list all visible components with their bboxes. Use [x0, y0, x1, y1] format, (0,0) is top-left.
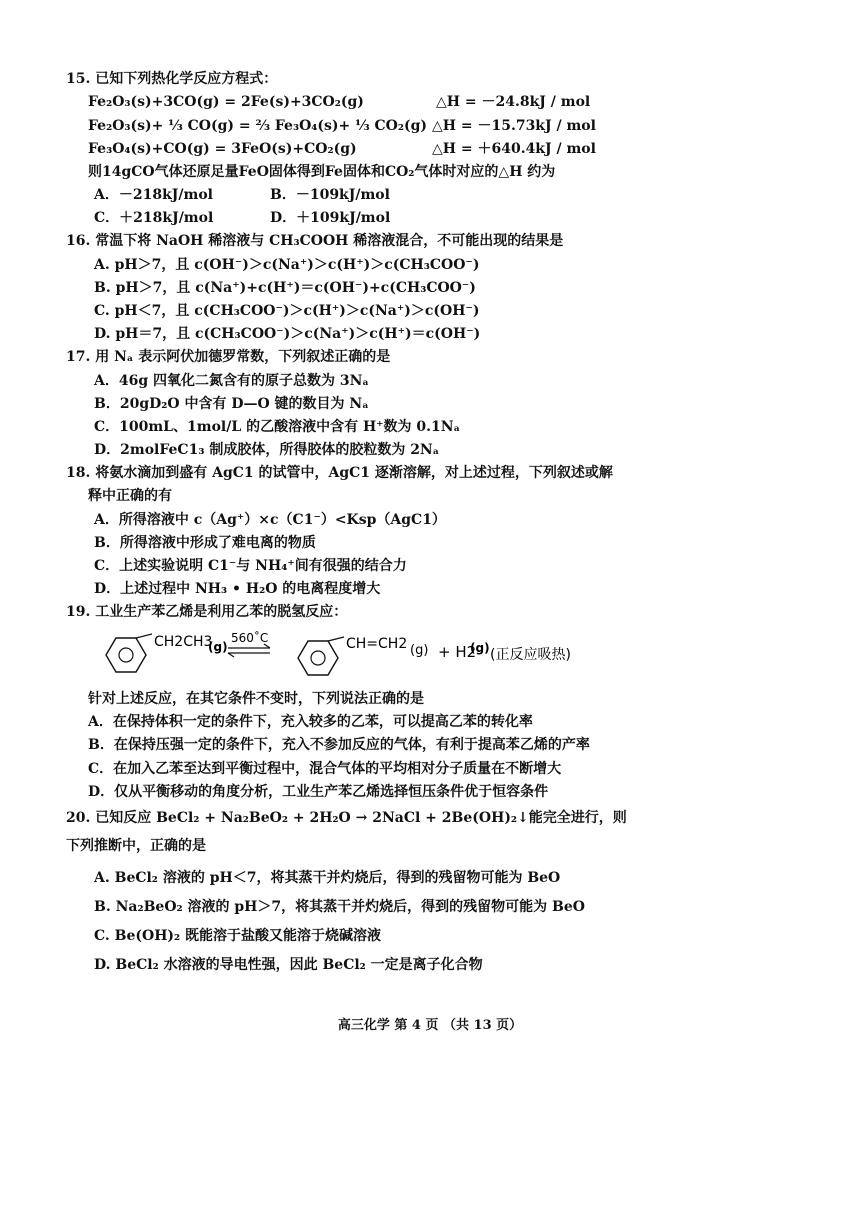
q19-option-a: A．在保持体积一定的条件下，充入较多的乙苯，可以提高乙苯的转化率 — [88, 714, 533, 730]
q15-dh1: △H = －24.8kJ / mol — [436, 94, 591, 110]
q19-option-d: D．仅从平衡移动的角度分析，工业生产苯乙烯选择恒压条件优于恒容条件 — [88, 784, 549, 800]
q18-option-b: B．所得溶液中形成了难电离的物质 — [94, 535, 316, 551]
q15-option-a: A．－218kJ/mol — [94, 187, 213, 203]
q20-title-cont: 下列推断中，正确的是 — [66, 838, 206, 854]
benzene-ring-left — [106, 638, 146, 672]
q19-note: (正反应吸热) — [490, 647, 571, 663]
q16-option-c: C. pH＜7，且 c(CH₃COO⁻)＞c(H⁺)＞c(Na⁺)＞c(OH⁻) — [94, 303, 480, 319]
q19-h2: + H2 — [438, 643, 477, 661]
q19-h2-phase: (g) — [470, 641, 490, 655]
q16-option-d: D. pH＝7，且 c(CH₃COO⁻)＞c(Na⁺)＞c(H⁺)＝c(OH⁻) — [94, 326, 481, 342]
q19-right-phase: (g) — [410, 643, 429, 658]
q19-left-group: CH2CH3 — [154, 634, 213, 650]
q20-option-d: D. BeCl₂ 水溶液的导电性强，因此 BeCl₂ 一定是离子化合物 — [94, 957, 483, 973]
q18-option-a: A．所得溶液中 c（Ag⁺）×c（C1⁻）<Ksp（AgC1） — [94, 512, 446, 528]
q15-question: 则14gCO气体还原足量FeO固体得到Fe固体和CO₂气体时对应的△H 约为 — [88, 164, 556, 180]
page-footer: 高三化学 第 4 页 （共 13 页） — [337, 1018, 523, 1033]
q15-option-d: D．＋109kJ/mol — [270, 210, 391, 226]
q15-eq3: Fe₃O₄(s)+CO(g) = 3FeO(s)+CO₂(g) — [88, 141, 357, 157]
q15-option-b: B．－109kJ/mol — [270, 187, 390, 203]
q17-option-a: A．46g 四氧化二氮含有的原子总数为 3Nₐ — [94, 373, 369, 389]
q20-option-b: B. Na₂BeO₂ 溶液的 pH＞7，将其蒸干并灼烧后，得到的残留物可能为 BeO — [94, 899, 585, 915]
q18-title: 18. 将氨水滴加到盛有 AgC1 的试管中，AgC1 逐渐溶解，对上述过程，下列叙述或解 — [66, 465, 613, 481]
q18-title-cont: 释中正确的有 — [88, 488, 172, 504]
q19-stem: 针对上述反应，在其它条件不变时，下列说法正确的是 — [88, 691, 424, 707]
q16-option-b: B. pH＞7，且 c(Na⁺)+c(H⁺)＝c(OH⁻)+c(CH₃COO⁻) — [94, 280, 476, 296]
q15-dh2: △H = －15.73kJ / mol — [432, 118, 596, 134]
q20-option-a: A. BeCl₂ 溶液的 pH＜7，将其蒸干并灼烧后，得到的残留物可能为 BeO — [94, 870, 561, 886]
benzene-ring-right — [298, 641, 338, 675]
q19-right-group: CH=CH2 — [346, 636, 408, 652]
q15-option-c: C．＋218kJ/mol — [94, 210, 214, 226]
q18-option-c: C．上述实验说明 C1⁻与 NH₄⁺间有很强的结合力 — [94, 558, 407, 574]
q19-option-c: C．在加入乙苯至达到平衡过程中，混合气体的平均相对分子质量在不断增大 — [88, 761, 562, 777]
q18-option-d: D．上述过程中 NH₃ • H₂O 的电离程度增大 — [94, 581, 381, 597]
q15-eq2: Fe₂O₃(s)+ ⅓ CO(g) = ⅔ Fe₃O₄(s)+ ⅓ CO₂(g) — [88, 118, 428, 134]
q19-reaction-diagram — [96, 628, 616, 682]
q19-option-b: B．在保持压强一定的条件下，充入不参加反应的气体，有利于提高苯乙烯的产率 — [88, 737, 590, 753]
q17-option-d: D．2molFeC1₃ 制成胶体，所得胶体的胶粒数为 2Nₐ — [94, 442, 440, 458]
q19-left-phase: (g) — [208, 640, 228, 654]
q19-title: 19. 工业生产苯乙烯是利用乙苯的脱氢反应： — [66, 604, 348, 620]
q20-title: 20. 已知反应 BeCl₂ + Na₂BeO₂ + 2H₂O → 2NaCl + 2Be(OH)₂↓能完全进行，则 — [66, 810, 627, 826]
q15-dh3: △H = ＋640.4kJ / mol — [432, 141, 596, 157]
q15-eq1: Fe₂O₃(s)+3CO(g) = 2Fe(s)+3CO₂(g) — [88, 94, 364, 110]
q17-option-b: B．20gD₂O 中含有 D—O 键的数目为 Nₐ — [94, 396, 369, 412]
q16-option-a: A. pH＞7，且 c(OH⁻)＞c(Na⁺)＞c(H⁺)＞c(CH₃COO⁻) — [94, 257, 480, 273]
q19-condition: 560˚C — [231, 631, 269, 645]
q20-option-c: C. Be(OH)₂ 既能溶于盐酸又能溶于烧碱溶液 — [94, 928, 382, 944]
q16-title: 16. 常温下将 NaOH 稀溶液与 CH₃COOH 稀溶液混合，不可能出现的结果是 — [66, 233, 564, 249]
q17-option-c: C．100mL、1mol/L 的乙酸溶液中含有 H⁺数为 0.1Nₐ — [94, 419, 461, 435]
q17-title: 17. 用 Nₐ 表示阿伏加德罗常数，下列叙述正确的是 — [66, 349, 391, 365]
q15-title: 15. 已知下列热化学反应方程式： — [66, 71, 278, 87]
